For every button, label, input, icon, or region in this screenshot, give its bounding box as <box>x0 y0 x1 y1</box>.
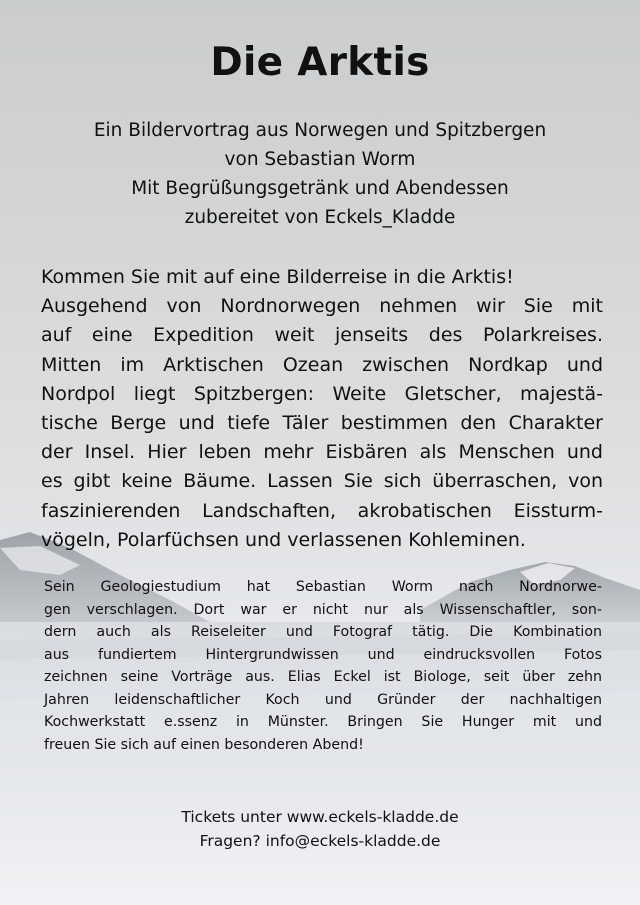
intro-line: faszinierenden Landschaften, akrobatischen Eissturm- <box>41 499 603 522</box>
bio-line: Kochwerkstatt e.ssenz in Münster. Bringen Sie Hunger mit und <box>44 714 602 730</box>
bio-line: freuen Sie sich auf einen besonderen Abend! <box>44 736 364 753</box>
bio-line: gen verschlagen. Dort war er nicht nur als Wissenschaftler, son- <box>44 601 602 618</box>
poster-title: Die Arktis <box>210 40 430 85</box>
bio-line: aus fundiertem Hintergrundwissen und eindrucksvollen Fotos <box>44 646 602 663</box>
intro-line: Kommen Sie mit auf eine Bilderreise in die Arktis! <box>41 266 514 288</box>
intro-line: vögeln, Polarfüchsen und verlassenen Kohleminen. <box>41 528 526 551</box>
questions-line: Fragen? info@eckels-kladde.de <box>199 832 441 850</box>
bio-line: Jahren leidenschaftlicher Koch und Gründer der nachhaltigen <box>44 691 602 708</box>
subtitle-line: zubereitet von Eckels_Kladde <box>184 207 456 228</box>
bio-paragraph <box>44 576 602 756</box>
subtitle-line: Ein Bildervortrag aus Norwegen und Spitzbergen <box>93 120 547 141</box>
contact-footer <box>0 805 640 853</box>
intro-line: Mitten im Arktischen Ozean zwischen Nordkap und <box>41 353 603 376</box>
poster-subtitle <box>0 116 640 232</box>
intro-paragraph <box>41 263 603 555</box>
bio-line: zeichnen seine Vorträge aus. Elias Eckel ist Biologe, seit über zehn <box>44 669 602 685</box>
intro-line: Nordpol liegt Spitzbergen: Weite Gletscher, majestä- <box>41 382 603 405</box>
intro-line: es gibt keine Bäume. Lassen Sie sich überraschen, von <box>41 470 603 493</box>
subtitle-line: von Sebastian Worm <box>224 149 416 170</box>
intro-line: der Insel. Hier leben mehr Eisbären als Menschen und <box>41 441 603 464</box>
bio-line: dern auch als Reiseleiter und Fotograf tätig. Die Kombination <box>44 624 602 640</box>
intro-line: tische Berge und tiefe Täler bestimmen den Charakter <box>41 412 603 435</box>
intro-line: Ausgehend von Nordnorwegen nehmen wir Sie mit <box>41 295 603 318</box>
subtitle-line: Mit Begrüßungsgetränk und Abendessen <box>131 178 509 199</box>
intro-line: auf eine Expedition weit jenseits des Polarkreises. <box>41 324 603 347</box>
bio-line: Sein Geologiestudium hat Sebastian Worm nach Nordnorwe- <box>44 579 602 595</box>
tickets-line: Tickets unter www.eckels-kladde.de <box>181 808 459 826</box>
